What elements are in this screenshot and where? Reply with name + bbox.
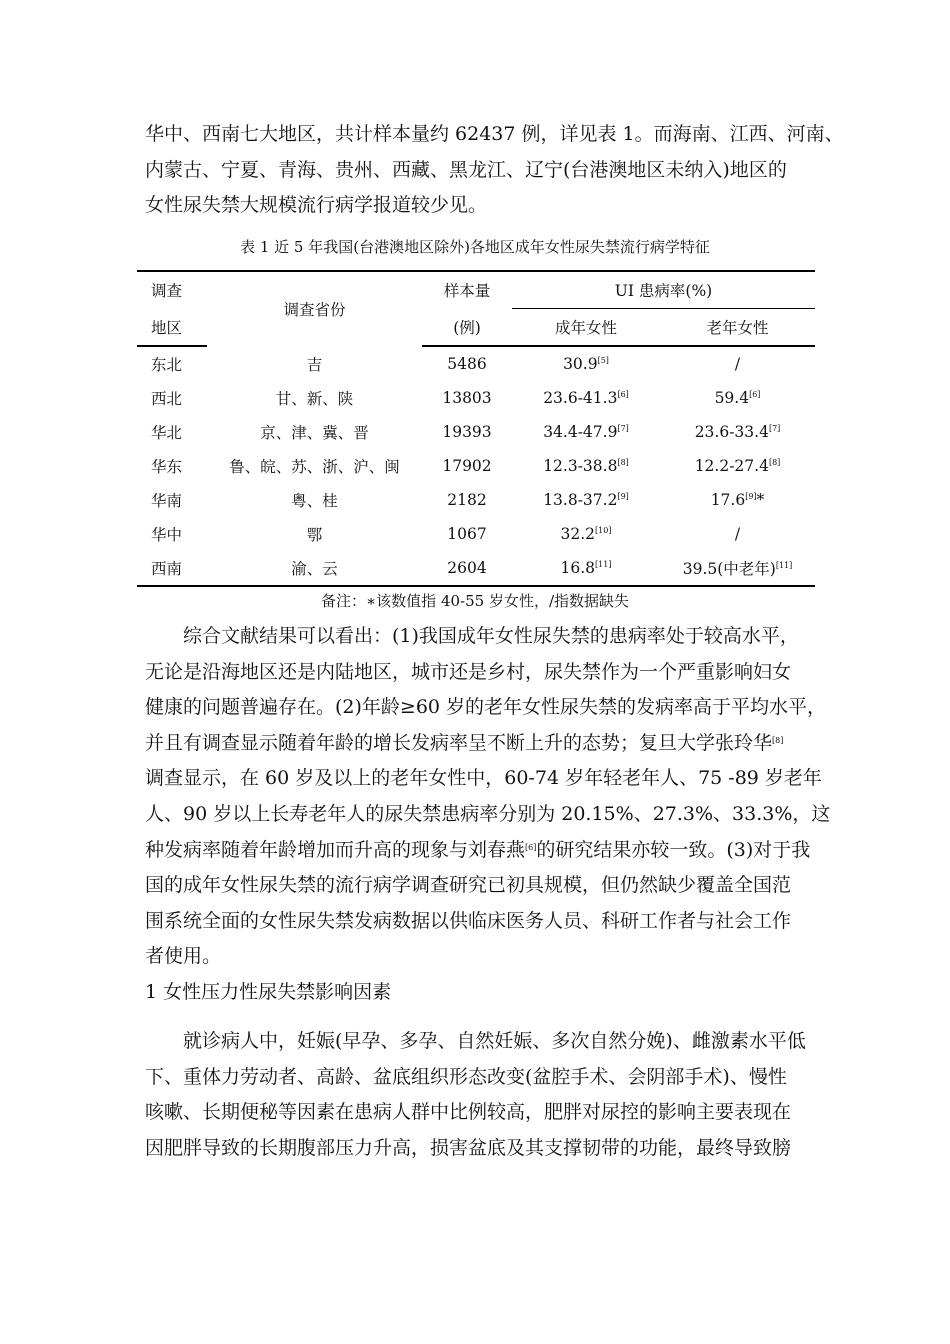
cell-sample: 13803 (442, 389, 492, 407)
text-line: 者使用。 (145, 945, 222, 968)
adult-value: 23.6-41.3 (543, 389, 618, 407)
text-line: 人、90 岁以上长寿老年人的尿失禁患病率分别为 20.15%、27.3%、33.3%，这 (145, 802, 831, 825)
adult-value: 30.9 (563, 355, 598, 373)
cell-province: 渝、云 (207, 551, 422, 586)
header-elderly: 老年女性 (660, 309, 815, 347)
citation: [11] (595, 560, 612, 569)
cell-region: 华南 (151, 492, 183, 510)
header-sample-bottom: (例) (422, 309, 512, 347)
cell-sample: 2604 (422, 551, 512, 586)
cell-adult (512, 346, 660, 381)
elderly-value: 59.4 (714, 389, 750, 407)
citation: [6] (749, 390, 761, 399)
cell-elderly (660, 517, 815, 551)
citation: [9] (745, 492, 757, 501)
adult-value: 16.8 (560, 559, 596, 577)
cell-province: 鄂 (306, 526, 323, 544)
header-adult: 成年女性 (512, 309, 660, 347)
text-line: 无论是沿海地区还是内陆地区，城市还是乡村，尿失禁作为一个严重影响妇女 (145, 660, 792, 683)
citation: [9] (617, 492, 629, 501)
elderly-value: / (734, 355, 741, 373)
text-line: 因肥胖导致的长期腹部压力升高，损害盆底及其支撑韧带的功能，最终导致膀 (145, 1136, 792, 1159)
cell-region: 华东 (151, 458, 183, 476)
cell-province: 京、津、冀、晋 (260, 424, 369, 442)
elderly-value: 12.2-27.4 (694, 457, 769, 475)
section-heading: 1 女性压力性尿失禁影响因素 (145, 981, 392, 1003)
citation: [10] (595, 526, 612, 535)
header-region-top: 调查 (137, 271, 207, 309)
elderly-value: 23.6-33.4 (694, 423, 769, 441)
citation: [8] (768, 458, 781, 467)
table-row (137, 346, 815, 381)
cell-sample: 1067 (447, 525, 487, 543)
text-line: 围系统全面的女性尿失禁发病数据以供临床医务人员、科研工作者与社会工作 (145, 909, 792, 932)
text-line: 综合文献结果可以看出：(1)我国成年女性尿失禁的患病率处于较高水平， (183, 625, 799, 647)
cell-sample: 5486 (447, 355, 487, 373)
cell-elderly (660, 415, 815, 449)
table-row (137, 381, 815, 415)
cell-adult (512, 415, 660, 449)
cell-province: 粤、桂 (291, 492, 338, 510)
cell-region: 东北 (151, 356, 183, 374)
header-region-bottom: 地区 (137, 309, 207, 347)
cell-elderly (660, 381, 815, 415)
cell-elderly (660, 449, 815, 483)
epidemiology-table (137, 270, 815, 587)
cell-region: 西北 (151, 390, 183, 408)
citation: [11] (775, 561, 793, 570)
text-line: 下、重体力劳动者、高龄、盆底组织形态改变(盆腔手术、会阴部手术)、慢性 (145, 1065, 787, 1088)
adult-value: 32.2 (560, 525, 596, 543)
cell-province: 鲁、皖、苏、浙、沪、闽 (229, 458, 400, 476)
cell-elderly (660, 483, 815, 517)
table-row (137, 551, 815, 586)
cell-province: 甘、新、陕 (275, 390, 354, 408)
text-line (145, 726, 810, 762)
table-row (137, 415, 815, 449)
summary-paragraph (145, 619, 831, 975)
cell-region: 华北 (151, 424, 183, 442)
adult-value: 12.3-38.8 (543, 457, 618, 475)
elderly-value: 39.5(中老年) (682, 560, 776, 578)
elderly-value: 17.6 (710, 491, 746, 509)
table-caption: 表 1 近 5 年我国(台港澳地区除外)各地区成年女性尿失禁流行病学特征 (240, 238, 710, 256)
text-line: 内蒙古、宁夏、青海、贵州、西藏、黑龙江、辽宁(台港澳地区未纳入)地区的 (145, 158, 787, 181)
text-segment: 的研究结果亦较一致。(3)对于我 (536, 838, 811, 861)
cell-elderly (660, 346, 815, 381)
header-rate-group: UI 患病率(%) (512, 271, 815, 309)
citation: [7] (768, 424, 781, 433)
table-note: 备注：∗该数值指 40-55 岁女性，/指数据缺失 (320, 592, 630, 610)
text-segment: 种发病率随着年龄增加而升高的现象与刘春燕 (145, 838, 526, 861)
cell-sample: 2182 (447, 491, 487, 509)
footnote-marker: * (756, 491, 765, 509)
cell-adult (512, 551, 660, 586)
cell-adult (512, 517, 660, 551)
elderly-value: / (734, 525, 741, 543)
cell-adult (512, 381, 660, 415)
text-line: 咳嗽、长期便秘等因素在患病人群中比例较高，肥胖对尿控的影响主要表现在 (145, 1101, 792, 1124)
cell-region: 西南 (137, 551, 207, 586)
adult-value: 34.4-47.9 (543, 423, 618, 441)
adult-value: 13.8-37.2 (543, 491, 618, 509)
cell-adult (512, 483, 660, 517)
text-line: 华中、西南七大地区，共计样本量约 62437 例，详见表 1。而海南、江西、河南、 (145, 123, 844, 145)
text-line: 就诊病人中，妊娠(早孕、多孕、自然妊娠、多次自然分娩)、雌激素水平低 (183, 1030, 806, 1052)
cell-adult (512, 449, 660, 483)
cell-sample: 19393 (442, 423, 492, 441)
citation: [8] (617, 458, 629, 467)
text-line: 健康的问题普遍存在。(2)年龄≥60 岁的老年女性尿失禁的发病率高于平均水平， (145, 696, 827, 719)
cell-sample: 17902 (442, 457, 492, 475)
citation: [8] (772, 735, 784, 745)
table-row (137, 449, 815, 483)
cell-elderly (660, 551, 815, 586)
citation: [7] (617, 424, 629, 433)
table-row (137, 483, 815, 517)
cell-region: 华中 (151, 526, 183, 544)
factors-paragraph (145, 1024, 810, 1166)
citation: [5] (597, 356, 609, 365)
table-row (137, 517, 815, 551)
text-segment: 并且有调查显示随着年龄的增长发病率呈不断上升的态势；复旦大学张玲华 (145, 731, 773, 754)
header-province: 调查省份 (207, 271, 422, 346)
intro-paragraph (145, 117, 844, 224)
citation: [6] (617, 390, 629, 399)
cell-province: 吉 (306, 355, 323, 374)
header-sample-top: 样本量 (422, 271, 512, 309)
text-line: 国的成年女性尿失禁的流行病学调查研究已初具规模，但仍然缺少覆盖全国范 (145, 874, 792, 897)
text-line: 女性尿失禁大规模流行病学报道较少见。 (145, 194, 488, 217)
citation: [6] (525, 842, 537, 852)
text-line: 调查显示，在 60 岁及以上的老年女性中，60-74 岁年轻老年人、75 -89 岁老年 (145, 767, 822, 790)
text-line (145, 833, 810, 869)
